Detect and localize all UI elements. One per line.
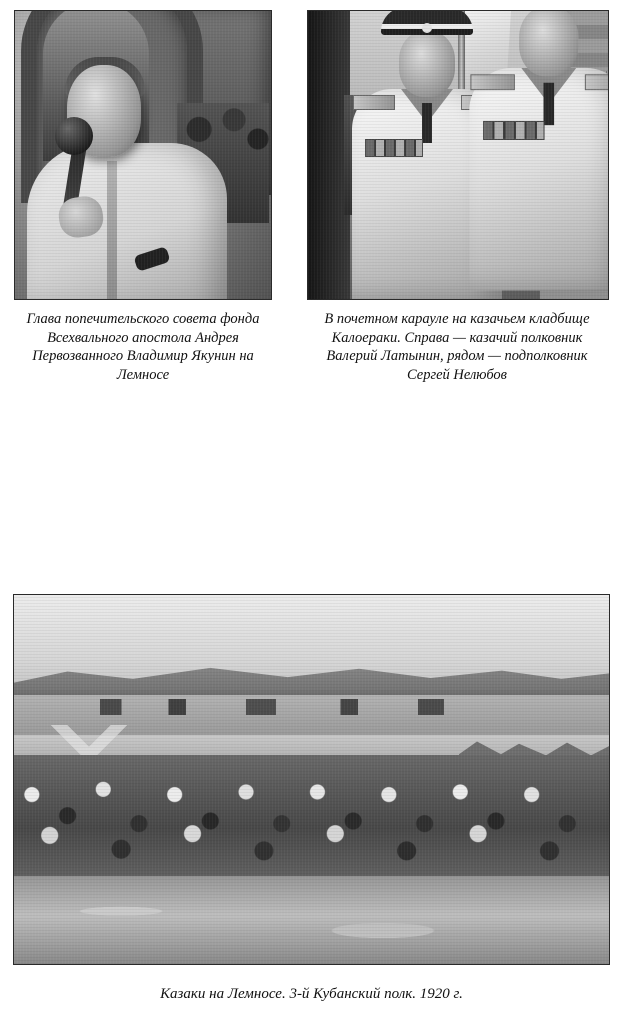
ships-in-bay: [74, 699, 504, 715]
figure-caption: В почетном карауле на казачьем кладбище Калоераки. Справа — казачий полковник Валерий Латынин, рядом — подполковник Сергей Нелюбов: [324, 311, 590, 383]
medal-ribbons: [365, 139, 423, 157]
officer-face: [519, 10, 578, 76]
cossack-group-front-rows: [14, 801, 609, 887]
epaulette-right: [585, 74, 609, 90]
officer-right: [464, 10, 609, 299]
figure-top-right: [307, 10, 609, 384]
figure-top-left: [14, 10, 288, 384]
figure-caption: Глава попечительского совета фонда Всехвального апостола Андрея Первозванного Владимир Якунин на Лемносе: [26, 311, 260, 383]
top-figure-row: [0, 10, 623, 384]
man-shirt: [27, 143, 227, 300]
figure-caption: Казаки на Лемносе. 3-й Кубанский полк. 1920 г.: [160, 986, 463, 1002]
medal-ribbons: [483, 121, 544, 140]
cap-badge-icon: [422, 23, 432, 33]
photo-honour-guard-kaloeraki-cemetery: [307, 10, 609, 300]
officer-tunic: [469, 68, 609, 291]
officer-face: [399, 31, 455, 97]
peaked-cap: [500, 10, 598, 11]
officer-tie: [544, 83, 555, 125]
figure-bottom: [13, 594, 610, 1004]
microphone-head: [55, 117, 93, 155]
epaulette-left: [470, 74, 515, 90]
photo-cossacks-on-lemnos-1920: [13, 594, 610, 965]
foreground-ground: [14, 876, 609, 964]
photo-yakunin-with-microphone: [14, 10, 272, 300]
epaulette-left: [353, 95, 395, 110]
officer-tie: [422, 103, 432, 143]
shirt-placket: [107, 161, 117, 300]
